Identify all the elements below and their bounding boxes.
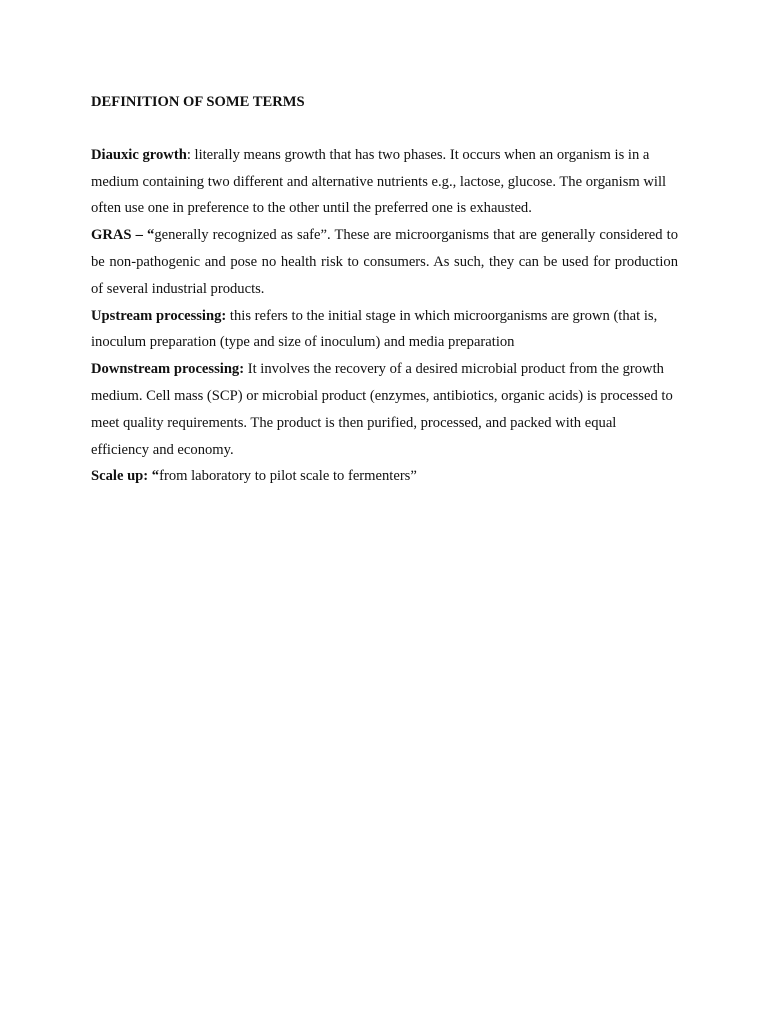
term-downstream-processing: Downstream processing: [91, 361, 245, 378]
term-separator: : [186, 146, 191, 163]
term-gras: GRAS – “ [91, 227, 155, 244]
definition-text: literally means growth that has two phases. It occurs when an organism is in a medium containing two different and alternative nutrients e.g., lactose, glucose. The organism will often use one in preference to the other until the preferred one is exhausted. [91, 146, 667, 217]
definition-gras [91, 222, 678, 302]
definition-downstream-processing [91, 356, 678, 463]
definition-text: generally recognized as safe”. These are microorganisms that are generally considered to be non-pathogenic and pose no health risk to consumers. As such, they can be used for production of several industrial products. [91, 227, 679, 297]
definition-upstream-processing [91, 303, 678, 357]
term-diauxic-growth: Diauxic growth [91, 146, 187, 163]
definition-text: It involves the recovery of a desired microbial product from the growth medium. Cell mass (SCP) or microbial product (enzymes, antibiotics, organic acids) is processed to meet quality requirements. The product is then purified, processed, and packed with equal efficiency and economy. [91, 361, 673, 458]
definition-text: from laboratory to pilot scale to fermenters” [159, 468, 417, 485]
definition-scale-up [91, 463, 678, 490]
definition-diauxic-growth [91, 142, 678, 222]
definition-text: this refers to the initial stage in which microorganisms are grown (that is, inoculum preparation (type and size of inoculum) and media preparation [91, 307, 658, 351]
term-upstream-processing: Upstream processing: [91, 307, 227, 324]
term-scale-up: Scale up: “ [91, 468, 160, 485]
document-heading: DEFINITION OF SOME TERMS [91, 94, 305, 110]
document-body [91, 89, 678, 490]
